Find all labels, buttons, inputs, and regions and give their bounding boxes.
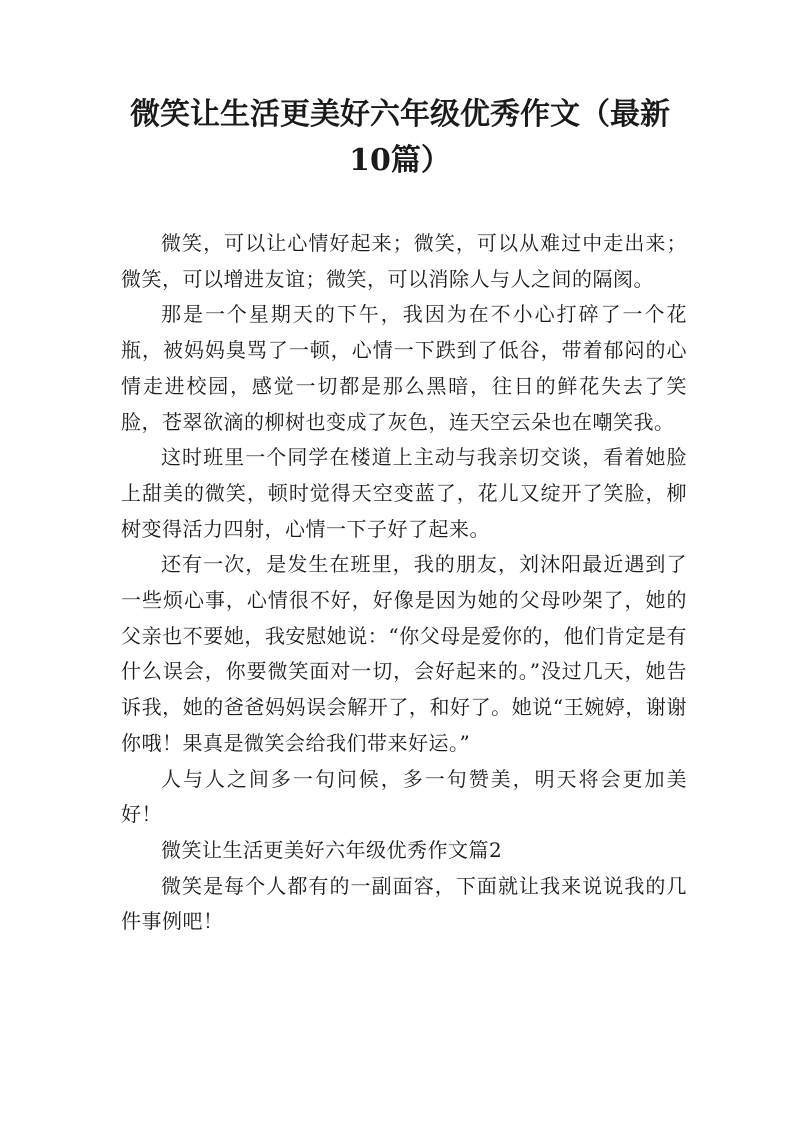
paragraph-intro: 微笑，可以让心情好起来；微笑，可以从难过中走出来；微笑，可以增进友谊；微笑，可以消除人与人之间的隔阂。 [121, 231, 687, 291]
paragraph-friend-story: 还有一次，是发生在班里，我的朋友，刘沐阳最近遇到了一些烦心事，心情很不好，好像是因为她的父母吵架了，她的父亲也不要她，我安慰她说：“你父母是爱你的，他们肯定是有什么误会，你要微笑面对一切，会好起来的。”没过几天，她告诉我，她的爸爸妈妈误会解开了，和好了。她说“王婉婷，谢谢你哦！果真是微笑会给我们带来好运。” [121, 552, 687, 755]
paragraph-conclusion: 人与人之间多一句问候，多一句赞美，明天将会更加美好！ [121, 766, 687, 827]
paragraph-essay-2-intro: 微笑是每个人都有的一副面容，下面就让我来说说我的几件事例吧！ [121, 873, 687, 934]
paragraph-broken-vase: 那是一个星期天的下午，我因为在不小心打碎了一个花瓶，被妈妈臭骂了一顿，心情一下跌到了低谷，带着郁闷的心情走进校园，感觉一切都是那么黑暗，往日的鲜花失去了笑脸，苍翠欲滴的柳树也变成了灰色，连天空云朵也在嘲笑我。 [121, 302, 687, 434]
paragraph-classmate-smile: 这时班里一个同学在楼道上主动与我亲切交谈，看着她脸上甜美的微笑，顿时觉得天空变蓝了，花儿又绽开了笑脸，柳树变得活力四射，心情一下子好了起来。 [121, 445, 687, 541]
document-title: 微笑让生活更美好六年级优秀作文（最新10篇） [130, 97, 670, 178]
section-heading-essay-2: 微笑让生活更美好六年级优秀作文篇2 [161, 837, 503, 862]
document-body [121, 226, 687, 940]
